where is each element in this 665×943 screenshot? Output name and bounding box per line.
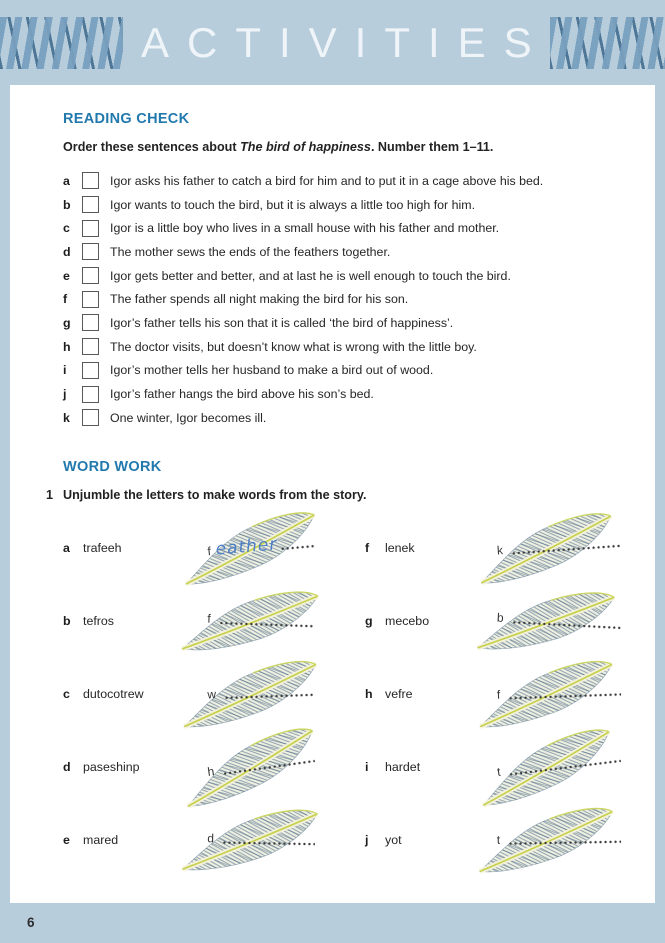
word-item-i	[365, 731, 637, 804]
jumbled-word: mecebo	[385, 614, 430, 629]
feather-illustration	[167, 721, 333, 812]
jumbled-word: vefre	[385, 687, 413, 702]
sentence-row-e	[63, 264, 637, 288]
answer-prefix: w	[207, 687, 217, 702]
feather-illustration	[170, 583, 330, 658]
reading-check-instruction	[63, 140, 637, 154]
number-checkbox[interactable]	[82, 409, 99, 426]
sentence-row-b	[63, 193, 637, 217]
row-letter: g	[365, 614, 373, 629]
number-checkbox[interactable]	[82, 172, 99, 189]
row-letter: b	[63, 614, 71, 629]
jumbled-word: paseshinp	[83, 760, 140, 775]
sentence-row-k	[63, 406, 637, 430]
row-letter: h	[63, 339, 71, 354]
sentence-row-h	[63, 335, 637, 359]
row-letter: d	[63, 244, 71, 259]
instruction-text-before: Order these sentences about	[63, 140, 241, 154]
book-title: The bird of happiness	[240, 140, 371, 154]
instruction-text-after: . Number them 1–11.	[370, 140, 494, 154]
answer-prefix: k	[496, 543, 504, 558]
word-item-d	[63, 731, 365, 804]
row-letter: f	[365, 541, 370, 556]
word-item-j	[365, 804, 637, 877]
row-letter: d	[63, 760, 71, 775]
word-item-h	[365, 658, 637, 731]
sentence-text: Igor gets better and better, and at last he is well enough to touch the bird.	[110, 268, 511, 283]
row-letter: a	[63, 173, 70, 188]
row-letter: e	[63, 268, 70, 283]
number-checkbox[interactable]	[82, 338, 99, 355]
feather-illustration	[451, 721, 640, 813]
sentence-row-j	[63, 382, 637, 406]
answer-prefix: b	[496, 610, 505, 625]
sentence-text: Igor’s mother tells her husband to make a bird out of wood.	[110, 363, 434, 378]
answer-prefix: h	[206, 764, 216, 779]
sentence-text: Igor’s father hangs the bird above his son’s bed.	[110, 387, 374, 402]
sentence-text: The father spends all night making the bird for his son.	[110, 292, 409, 307]
feather-illustration	[454, 656, 638, 732]
sentence-text: Igor’s father tells his son that it is called ‘the bird of happiness’.	[110, 315, 454, 330]
jumbled-word: yot	[385, 833, 402, 848]
sentence-text: Igor is a little boy who lives in a small house with his father and mother.	[110, 221, 500, 236]
row-letter: f	[63, 292, 68, 307]
sentence-text: Igor wants to touch the bird, but it is always a little too high for him.	[110, 197, 476, 212]
number-checkbox[interactable]	[82, 267, 99, 284]
jumbled-word: tefros	[83, 614, 114, 629]
word-item-b	[63, 585, 365, 658]
number-checkbox[interactable]	[82, 291, 99, 308]
row-letter: h	[365, 687, 373, 702]
word-item-g	[365, 585, 637, 658]
sentence-text: One winter, Igor becomes ill.	[110, 410, 267, 425]
feather-illustration	[170, 804, 329, 877]
page-content	[10, 85, 655, 903]
reading-check-heading: READING CHECK	[63, 111, 190, 127]
jumbled-word: trafeeh	[83, 541, 122, 556]
sentence-row-d	[63, 240, 637, 264]
jumbled-word: mared	[83, 833, 119, 848]
decorative-zigzag-left	[0, 17, 123, 69]
answer-prefix: t	[496, 764, 502, 780]
number-checkbox[interactable]	[82, 386, 99, 403]
feather-illustration	[168, 506, 331, 590]
word-work-heading: WORD WORK	[63, 458, 162, 475]
row-letter: a	[63, 541, 70, 556]
answer-prefix: f	[496, 687, 501, 702]
exercise-text: Unjumble the letters to make words from the story.	[63, 487, 367, 502]
page-number: 6	[27, 915, 35, 930]
feather-illustration	[453, 581, 638, 660]
row-letter: e	[63, 833, 70, 848]
decorative-zigzag-right	[550, 17, 665, 69]
feather-illustration	[453, 507, 639, 590]
sentence-text: The mother sews the ends of the feathers together.	[110, 244, 391, 259]
jumbled-word: dutocotrew	[83, 687, 144, 702]
word-item-a	[63, 512, 365, 585]
number-checkbox[interactable]	[82, 243, 99, 260]
sentence-row-g	[63, 311, 637, 335]
word-item-c	[63, 658, 365, 731]
unjumble-grid	[63, 512, 637, 877]
word-item-e	[63, 804, 365, 877]
exercise-number: 1	[46, 487, 54, 502]
row-letter: c	[63, 687, 70, 702]
row-letter: k	[63, 410, 70, 425]
sentence-row-i	[63, 359, 637, 383]
sentence-list	[63, 169, 637, 430]
sentence-text: The doctor visits, but doesn’t know what is wrong with the little boy.	[110, 339, 477, 354]
page-title: ACTIVITIES	[140, 18, 550, 66]
sentence-row-c	[63, 216, 637, 240]
feather-illustration	[454, 803, 637, 876]
answer-line[interactable]	[207, 832, 315, 846]
row-letter: j	[365, 833, 369, 848]
handwritten-answer: eather	[214, 534, 279, 560]
sentence-text: Igor asks his father to catch a bird for him and to put it in a cage above his bed.	[110, 173, 544, 188]
answer-prefix: f	[206, 544, 212, 559]
activities-banner	[0, 0, 665, 85]
number-checkbox[interactable]	[82, 314, 99, 331]
row-letter: j	[63, 387, 67, 402]
feather-illustration	[170, 656, 330, 731]
number-checkbox[interactable]	[82, 220, 99, 237]
row-letter: c	[63, 221, 70, 236]
row-letter: i	[365, 760, 369, 775]
row-letter: g	[63, 315, 71, 330]
jumbled-word: hardet	[385, 760, 421, 775]
answer-prefix: t	[496, 832, 501, 847]
answer-line[interactable]	[497, 832, 621, 846]
exercise-instruction	[46, 488, 637, 502]
answer-prefix: f	[207, 611, 211, 626]
sentence-row-a	[63, 169, 637, 193]
number-checkbox[interactable]	[82, 362, 99, 379]
sentence-row-f	[63, 287, 637, 311]
number-checkbox[interactable]	[82, 196, 99, 213]
row-letter: b	[63, 197, 71, 212]
answer-prefix: d	[207, 831, 215, 846]
jumbled-word: lenek	[385, 541, 415, 556]
row-letter: i	[63, 363, 67, 378]
dotted-line	[222, 833, 315, 847]
word-item-f	[365, 512, 637, 585]
dotted-line	[508, 832, 621, 846]
